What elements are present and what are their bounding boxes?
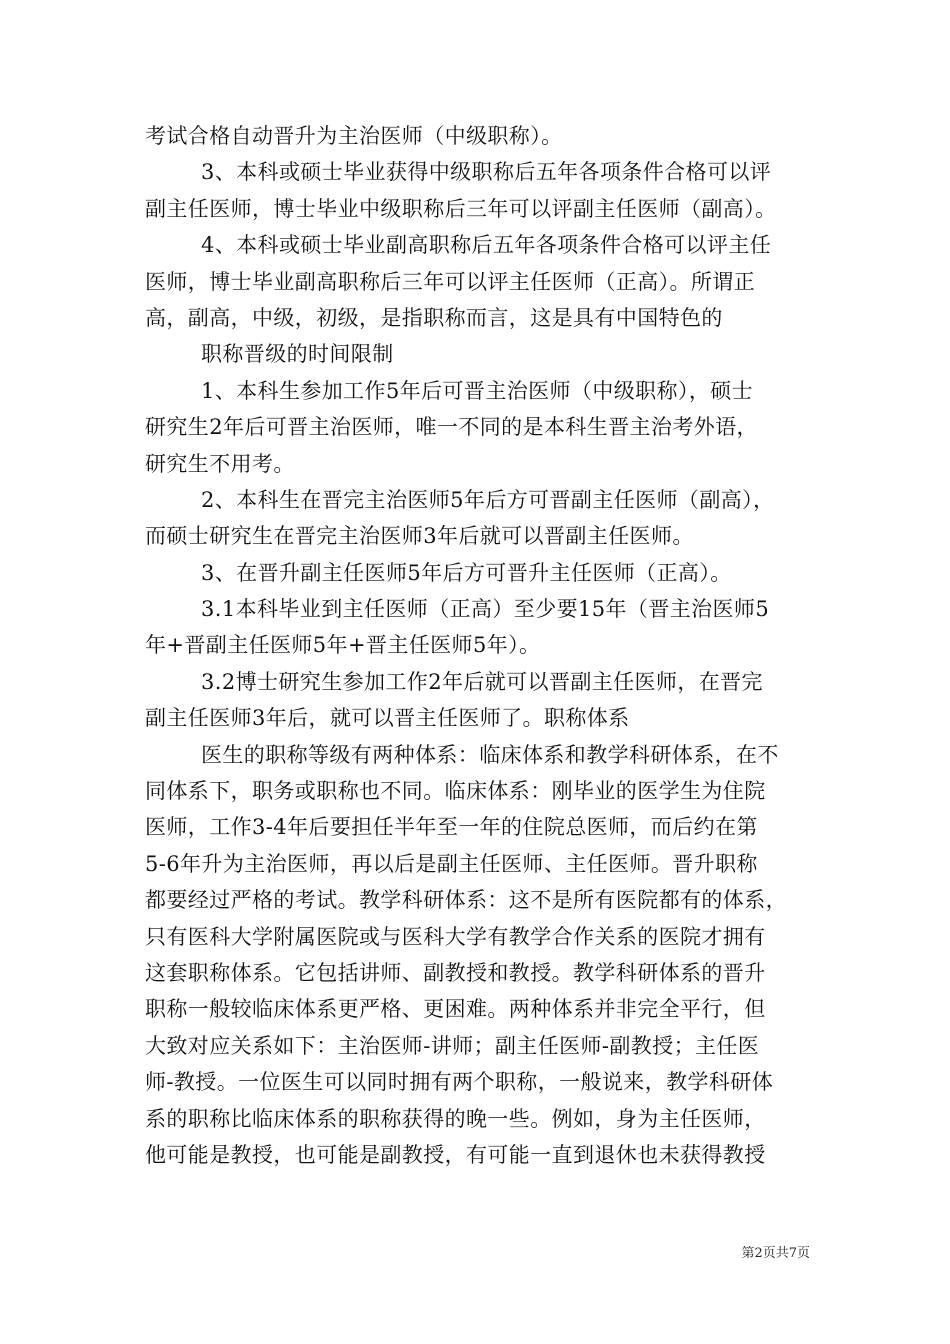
text-line: 医师，工作3-4年后要担任半年至一年的住院总医师，而后约在第 [145, 815, 758, 840]
text-line: 研究生不用考。 [145, 451, 295, 476]
text-line: 1、本科生参加工作5年后可晋主治医师（中级职称），硕士 [201, 378, 754, 403]
document-body [145, 118, 817, 1173]
section-heading: 职称晋级的时间限制 [201, 342, 394, 367]
text-line: 都要经过严格的考试。教学科研体系：这不是所有医院都有的体系， [145, 888, 787, 913]
text-line: 副主任医师，博士毕业中级职称后三年可以评副主任医师（副高）。 [145, 196, 777, 221]
text-line: 这套职称体系。它包括讲师、副教授和教授。教学科研体系的晋升 [145, 960, 766, 985]
text-line: 3.1本科毕业到主任医师（正高）至少要15年（晋主治医师5 [201, 597, 770, 622]
text-line: 只有医科大学附属医院或与医科大学有教学合作关系的医院才拥有 [145, 924, 766, 949]
text-line: 而硕士研究生在晋完主治医师3年后就可以晋副主任医师。 [145, 524, 694, 549]
text-line: 4、本科或硕士毕业副高职称后五年各项条件合格可以评主任 [201, 233, 772, 258]
text-line: 医师，博士毕业副高职称后三年可以评主任医师（正高）。所谓正 [145, 269, 756, 294]
text-line: 副主任医师3年后，就可以晋主任医师了。职称体系 [145, 706, 630, 731]
text-line: 他可能是教授，也可能是副教授，有可能一直到退休也未获得教授 [145, 1142, 766, 1167]
text-line: 2、本科生在晋完主治医师5年后方可晋副主任医师（副高）， [201, 487, 775, 512]
text-line: 同体系下，职务或职称也不同。临床体系：刚毕业的医学生为住院 [145, 779, 766, 804]
text-line: 5-6年升为主治医师，再以后是副主任医师、主任医师。晋升职称 [145, 851, 758, 876]
text-line: 3、在晋升副主任医师5年后方可晋升主任医师（正高）。 [201, 560, 732, 585]
text-line: 系的职称比临床体系的职称获得的晚一些。例如，身为主任医师， [145, 1106, 766, 1131]
text-line: 医生的职称等级有两种体系：临床体系和教学科研体系，在不 [201, 742, 779, 767]
text-line: 研究生2年后可晋主治医师，唯一不同的是本科生晋主治考外语， [145, 415, 758, 440]
text-line: 师-教授。一位医生可以同时拥有两个职称，一般说来，教学科研体 [145, 1070, 774, 1095]
text-line: 3、本科或硕士毕业获得中级职称后五年各项条件合格可以评 [201, 160, 772, 185]
text-line: 考试合格自动晋升为主治医师（中级职称）。 [145, 124, 563, 148]
text-line: 职称一般较临床体系更严格、更困难。两种体系并非完全平行，但 [145, 997, 766, 1022]
text-line: 3.2博士研究生参加工作2年后就可以晋副主任医师，在晋完 [201, 669, 763, 694]
text-line: 大致对应关系如下：主治医师-讲师；副主任医师-副教授；主任医 [145, 1033, 760, 1058]
text-line: 高，副高，中级，初级，是指职称而言，这是具有中国特色的 [145, 305, 723, 330]
page-number: 第2页共7页 [741, 1246, 810, 1261]
text-line: 年+晋副主任医师5年+晋主任医师5年）。 [145, 633, 541, 658]
